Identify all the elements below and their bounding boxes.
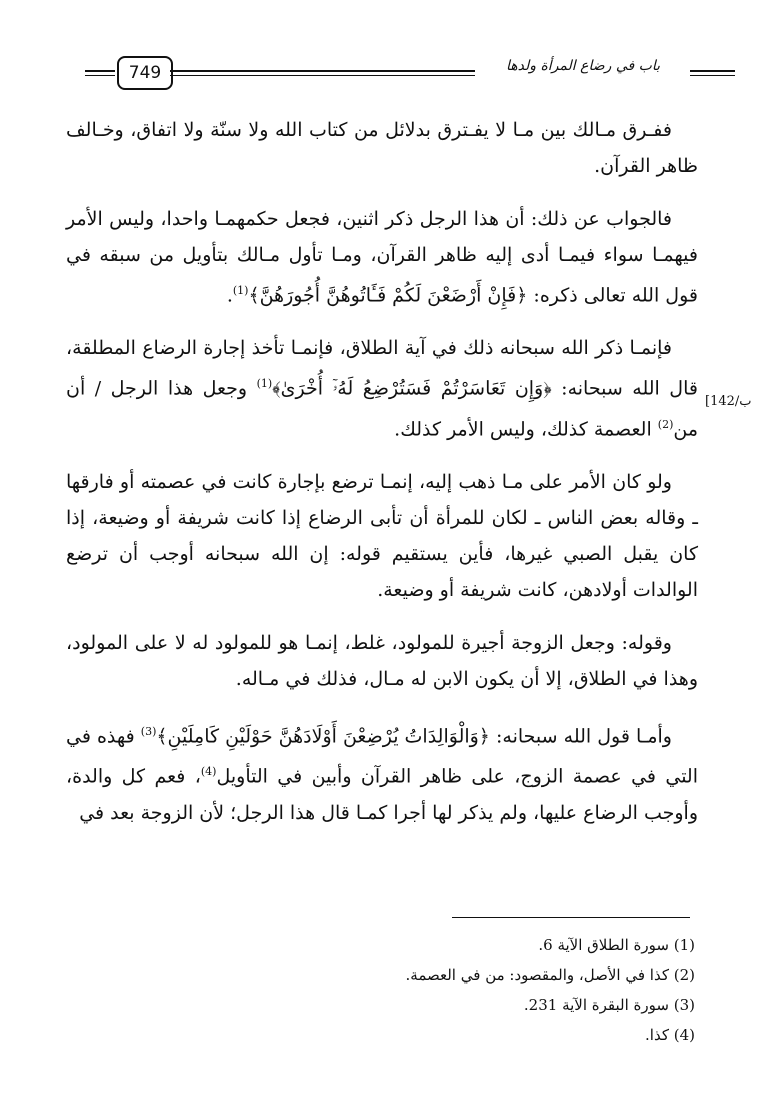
- paragraph-text: العصمة كذلك، وليس الأمر كذلك.: [394, 417, 658, 440]
- page-number: 749: [117, 56, 173, 90]
- footnote-separator: [452, 917, 690, 918]
- footnote: (3) سورة البقرة الآية 231.: [523, 996, 695, 1014]
- header-rule-right: [690, 70, 735, 76]
- footnotes: [300, 930, 695, 1050]
- footnote-ref: (1): [232, 284, 249, 297]
- footnote-ref: (4): [200, 765, 217, 779]
- paragraph-text: وجعل هذا الرجل / أن من: [66, 377, 698, 440]
- paragraph-4: [66, 464, 698, 608]
- paragraph-text: ، فعم كل والدة، وأوجب الرضاع عليها، ولم يذكر لها أجرا كمـا قال هذا الرجل؛ لأن الزوجة بعد في: [66, 765, 698, 824]
- main-text: [66, 112, 698, 848]
- paragraph-text: فإنمـا ذكر الله سبحانه ذلك في آية الطلاق، فإنمـا تأخذ إجارة الرضاع المطلقة، قال الله سبحانه:: [66, 337, 698, 400]
- running-title: باب في رضاع المرأة ولدها: [506, 58, 660, 74]
- page-header: [0, 44, 760, 94]
- footnote-ref: (1): [256, 377, 273, 391]
- quran-verse: ﴿فَإِنْ أَرْضَعْنَ لَكُمْ فَـَٔاتُوهُنَّ أُجُورَهُنَّ﴾: [248, 284, 528, 307]
- footnote: (1) سورة الطلاق الآية 6.: [538, 936, 695, 954]
- paragraph-1: [66, 112, 698, 184]
- manuscript-folio-note: [142/ب: [705, 394, 752, 409]
- paragraph-2: [66, 201, 698, 313]
- footnote: (4) كذا.: [645, 1026, 695, 1044]
- footnote: (2) كذا في الأصل، والمقصود: من في العصمة.: [405, 966, 695, 984]
- header-rule-middle: [170, 70, 475, 76]
- header-rule-left: [85, 70, 115, 76]
- paragraph-text: .: [226, 284, 233, 307]
- paragraph-text: ففـرق مـالك بين مـا لا يفـترق بدلائل من كتاب الله ولا سنّة ولا اتفاق، وخـالف ظاهر القرآن.: [66, 119, 698, 177]
- paragraph-text: ولو كان الأمر على مـا ذهب إليه، إنمـا ترضع بإجارة كانت في عصمته أو فارقها ـ وقاله بعض الناس ـ لكان للمرأة أن تأبى الرضاع إذا كانت شريفة أو وضيعة، إذا كان يقبل الصبي غيرها، فأين يستقيم قوله: إن الله سبحانه أوجب أن ترضع الوالدات أولادهن، كانت شريفة أو وضيعة.: [66, 470, 698, 601]
- paragraph-6: [66, 714, 698, 831]
- paragraph-text: فهذه في التي في عصمة الزوج، على ظاهر القرآن وأبين في التأويل: [66, 725, 699, 788]
- footnote-ref: (2): [657, 417, 674, 431]
- paragraph-text: وقوله: وجعل الزوجة أجيرة للمولود، غلط، إنمـا هو للمولود له لا على المولود، وهذا في الطلاق، إلا أن يكون الابن له مـال، فذلك في مـاله.: [66, 631, 698, 690]
- paragraph-text: وأمـا قول الله سبحانه:: [489, 725, 672, 748]
- quran-verse: ﴿وَالْوَالِدَاتُ يُرْضِعْنَ أَوْلَادَهُنَّ حَوْلَيْنِ كَامِلَيْنِ﴾: [156, 725, 490, 748]
- paragraph-3: [66, 330, 698, 447]
- quran-verse: ﴿وَإِن تَعَاسَرْتُمْ فَسَتُرْضِعُ لَهُۥٓ أُخْرَىٰ﴾: [272, 377, 552, 400]
- paragraph-5: [66, 625, 698, 697]
- footnote-ref: (3): [140, 724, 157, 738]
- paragraph-text: فالجواب عن ذلك: أن هذا الرجل ذكر اثنين، فجعل حكمهمـا واحدا، وليس الأمر فيهمـا سواء فيمـا أدى إليه ظاهر القرآن، ومـا تأول مـالك بتأويل من سبقه في قول الله تعالى ذكره:: [66, 208, 698, 307]
